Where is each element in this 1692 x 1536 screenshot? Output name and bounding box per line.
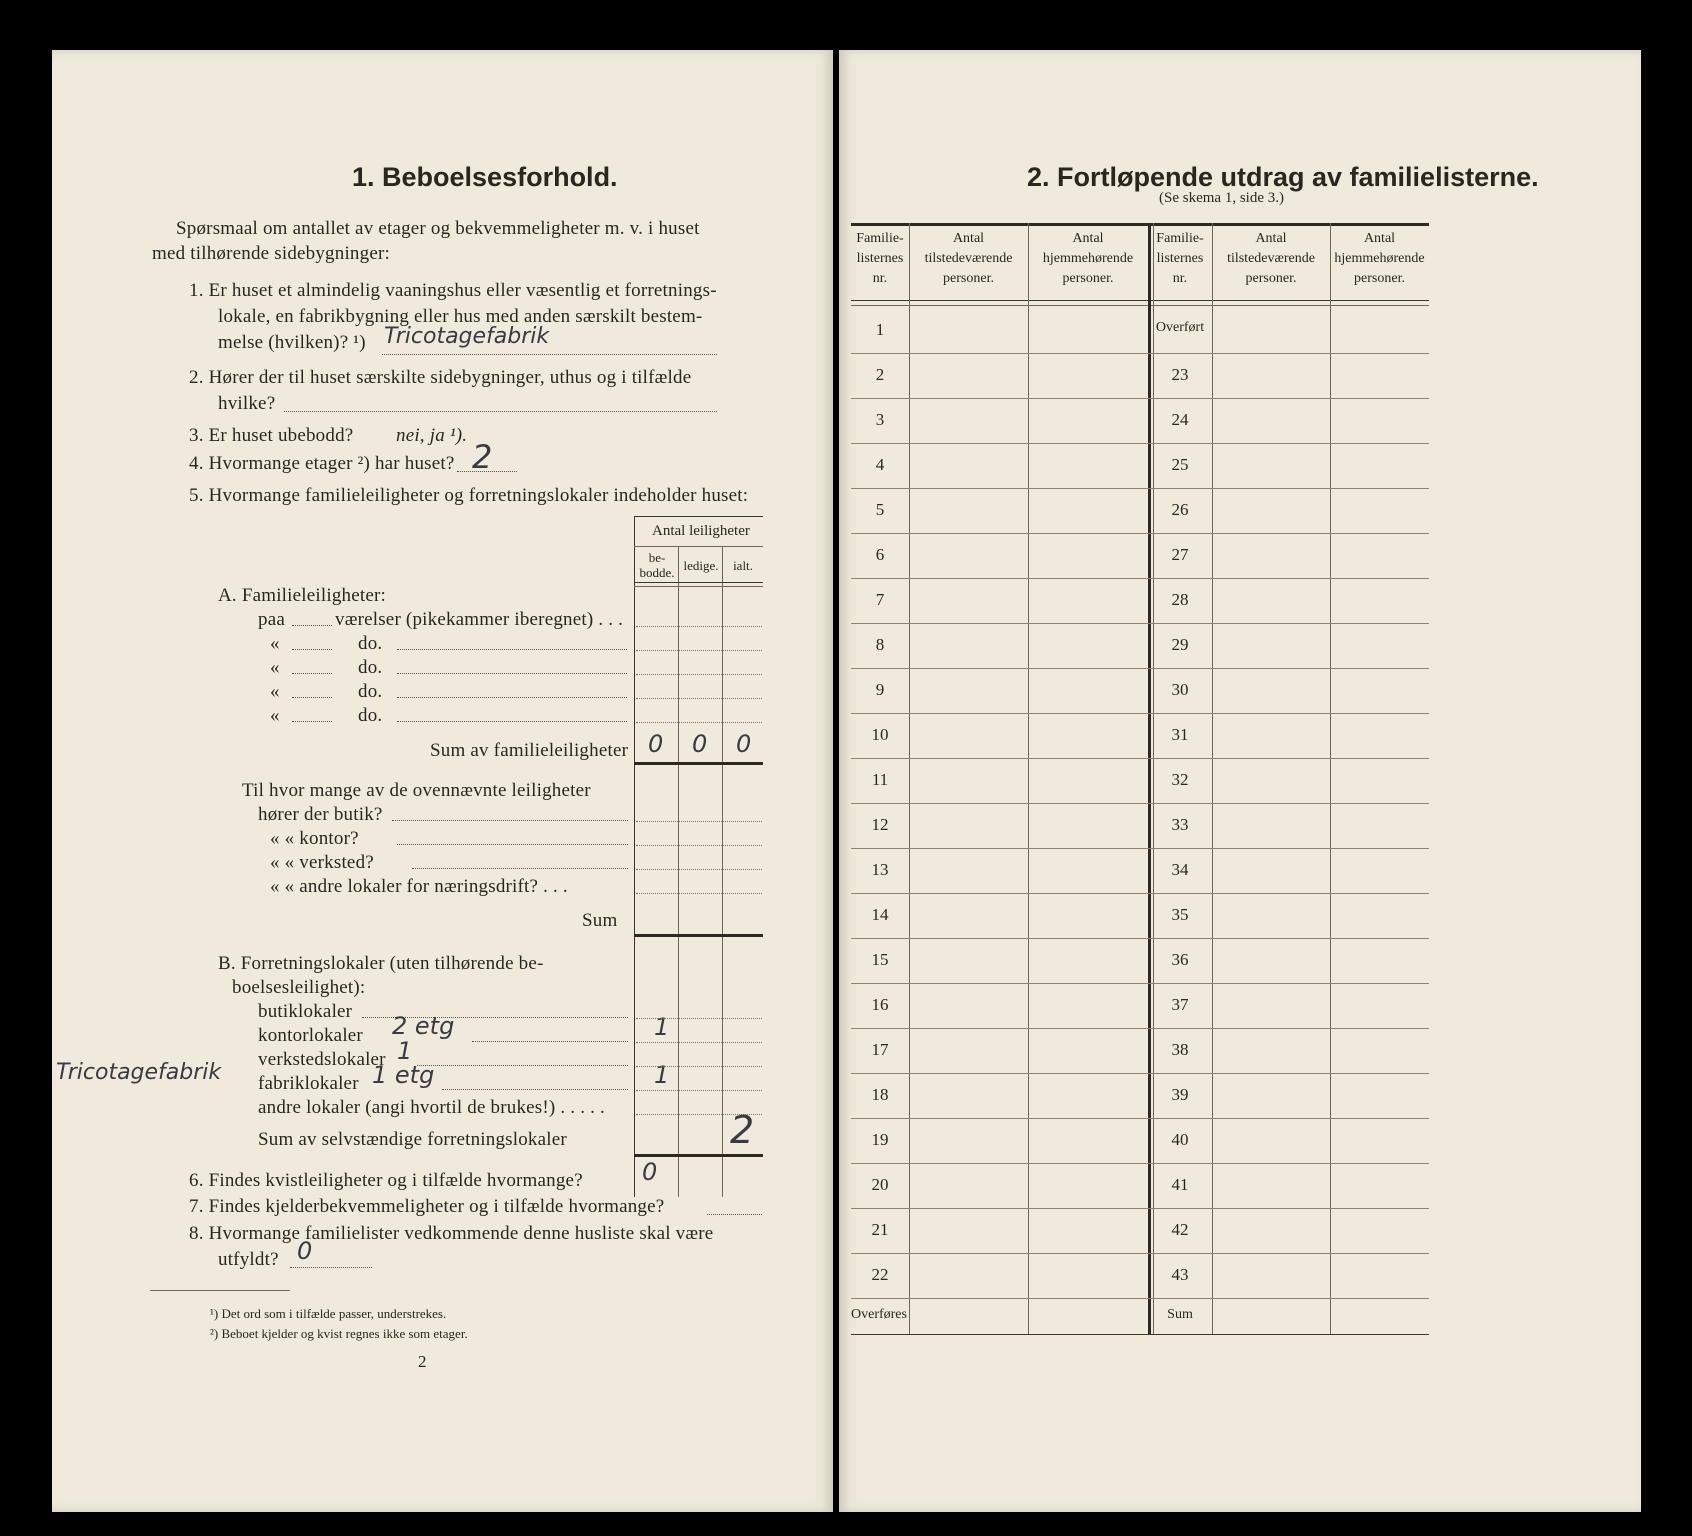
butik-question-1: Til hvor mange av de ovennævnte leiligheter [242, 780, 591, 801]
row-number-left: 10 [871, 725, 889, 744]
sum-label: Sum [582, 910, 618, 931]
row-number-right: 39 [1171, 1085, 1189, 1104]
question-7: 7. Findes kjelderbekvemmeligheter og i tilfælde hvormange? [189, 1196, 665, 1217]
ditto-mark: « [270, 657, 280, 678]
column-header: Familie- listernes nr. [856, 231, 904, 286]
row-number-left: 13 [871, 860, 889, 879]
row-number-left: 18 [871, 1085, 889, 1104]
row-number-left: 12 [871, 815, 889, 834]
row-number-right: 23 [1171, 365, 1189, 384]
question-1-answer: Tricotagefabrik [384, 324, 550, 349]
row-number-right: 32 [1171, 770, 1189, 789]
vaerelser-label: værelser (pikekammer iberegnet) . . . [335, 609, 624, 630]
intro-line-1: Spørsmaal om antallet av etager og bekvemmeligheter m. v. i huset [176, 218, 700, 239]
fabriklokaler-label: fabriklokaler [258, 1073, 359, 1094]
right-page [839, 50, 1641, 1512]
row-number-left: 22 [871, 1265, 889, 1284]
intro-line-2: med tilhørende sidebygninger: [152, 243, 390, 264]
footer-overfores: Overføres [851, 1307, 907, 1322]
row-number-left: 8 [875, 635, 885, 654]
question-1-line-1: 1. Er huset et almindelig vaaningshus eller væsentlig et forretnings- [189, 280, 717, 301]
row-number-left: 20 [871, 1175, 889, 1194]
row-number-right: 31 [1171, 725, 1189, 744]
left-page [52, 50, 833, 1512]
table-head-antal: Antal leiligheter [652, 523, 750, 539]
question-6-answer: 0 [642, 1158, 658, 1186]
question-4: 4. Hvormange etager ²) har huset? [189, 453, 455, 474]
sum-selvstaendige-ialt: 2 [730, 1108, 755, 1152]
fabriklokaler-bebodde: 1 [654, 1061, 670, 1089]
question-1-line-3: melse (hvilken)? ¹) [218, 332, 366, 353]
section-title-2: 2. Fortløpende utdrag av familielisterne. [1027, 162, 1539, 192]
sum-familieleiligheter-label: Sum av familieleiligheter [430, 740, 629, 761]
question-2-line-1: 2. Hører der til huset særskilte sidebygninger, uthus og i tilfælde [189, 367, 692, 388]
col-ialt: ialt. [733, 558, 753, 573]
footnote-2: ²) Beboet kjelder og kvist regnes ikke som etager. [210, 1326, 468, 1341]
row-number-right: 26 [1171, 500, 1189, 519]
section-b-line-1: B. Forretningslokaler (uten tilhørende be- [218, 953, 544, 974]
row-number-left: 15 [871, 950, 889, 969]
kontorlokaler-bebodde: 1 [654, 1013, 670, 1041]
paa-label: paa [258, 609, 285, 630]
butik-question-2: hører der butik? [258, 804, 383, 825]
ditto-mark: « [270, 705, 280, 726]
ditto-mark: « [270, 681, 280, 702]
andre-lokaler-label: andre lokaler (angi hvortil de brukes!) . . . . . [258, 1097, 605, 1118]
row-number-left: 14 [871, 905, 889, 924]
question-8-answer: 0 [297, 1237, 313, 1265]
row-number-left: 5 [875, 500, 885, 519]
question-2-line-2: hvilke? [218, 393, 276, 414]
row-number-left: 1 [875, 320, 885, 339]
row-number-right: 41 [1171, 1175, 1189, 1194]
kontorlokaler-note: 2 etg [392, 1012, 455, 1040]
question-8-line-2: utfyldt? [218, 1249, 279, 1270]
row-number-right: 42 [1171, 1220, 1189, 1239]
ditto-mark: « [270, 633, 280, 654]
column-header: Antal hjemmehørende personer. [1042, 231, 1134, 286]
question-1-line-2: lokale, en fabrikbygning eller hus med anden særskilt bestem- [218, 306, 703, 327]
footer-sum: Sum [1167, 1307, 1193, 1322]
row-number-left: 11 [871, 770, 889, 789]
column-header: Antal tilstedeværende personer. [1227, 231, 1315, 286]
row-number-left: 9 [875, 680, 885, 699]
question-3: 3. Er huset ubebodd? [189, 425, 354, 446]
row-number-left: 17 [871, 1040, 889, 1059]
sum-selvstaendige-label: Sum av selvstændige forretningslokaler [258, 1129, 567, 1150]
section-a: A. Familieleiligheter: [218, 585, 386, 606]
sum-fam-bebodde: 0 [648, 730, 664, 758]
row-number-right: 33 [1171, 815, 1189, 834]
fabriklokaler-note: 1 etg [372, 1061, 435, 1089]
row-number-right: 34 [1171, 860, 1189, 879]
question-4-answer: 2 [472, 438, 493, 476]
row-number-right: 36 [1171, 950, 1189, 969]
row-number-left: 4 [875, 455, 885, 474]
sum-fam-ialt: 0 [736, 730, 752, 758]
section-subtitle: (Se skema 1, side 3.) [1159, 190, 1284, 206]
row-number-right: 35 [1171, 905, 1189, 924]
row-number-right: Overført [1155, 320, 1205, 335]
col-ledige: ledige. [683, 558, 719, 573]
row-number-right: 24 [1171, 410, 1189, 429]
row-number-left: 16 [871, 995, 889, 1014]
kontorlokaler-label: kontorlokaler [258, 1025, 363, 1046]
row-number-right: 28 [1171, 590, 1189, 609]
page-number: 2 [418, 1352, 427, 1371]
question-3-options: nei, ja ¹). [396, 425, 468, 446]
row-number-right: 37 [1171, 995, 1189, 1014]
sum-fam-ledige: 0 [692, 730, 708, 758]
butiklokaler-label: butiklokaler [258, 1001, 353, 1022]
verkstedslokaler-label: verkstedslokaler [258, 1049, 386, 1070]
section-b-line-2: boelsesleilighet): [232, 977, 366, 998]
verksted-question: « « verksted? [270, 852, 374, 873]
verkstedslokaler-note: 1 [397, 1037, 413, 1065]
row-number-left: 7 [875, 590, 885, 609]
row-number-left: 6 [875, 545, 885, 564]
row-number-left: 21 [871, 1220, 889, 1239]
row-number-left: 2 [875, 365, 885, 384]
col-bebodde: be- bodde. [639, 550, 675, 580]
do-label: do. [358, 633, 383, 654]
kontor-question: « « kontor? [270, 828, 359, 849]
column-header: Familie- listernes nr. [1156, 231, 1204, 286]
row-number-right: 29 [1171, 635, 1189, 654]
do-label: do. [358, 657, 383, 678]
row-number-right: 27 [1171, 545, 1189, 564]
section-title-1: 1. Beboelsesforhold. [352, 162, 618, 192]
row-number-right: 30 [1171, 680, 1189, 699]
row-number-right: 43 [1171, 1265, 1189, 1284]
andre-question: « « andre lokaler for næringsdrift? . . . [270, 876, 568, 897]
do-label: do. [358, 705, 383, 726]
column-header: Antal hjemmehørende personer. [1334, 231, 1425, 286]
row-number-right: 38 [1171, 1040, 1189, 1059]
question-6: 6. Findes kvistleiligheter og i tilfælde hvormange? [189, 1170, 583, 1191]
row-number-left: 3 [875, 410, 885, 429]
row-number-left: 19 [871, 1130, 889, 1149]
do-label: do. [358, 681, 383, 702]
row-number-right: 40 [1171, 1130, 1189, 1149]
footnote-1: ¹) Det ord som i tilfælde passer, understrekes. [210, 1306, 447, 1321]
question-5: 5. Hvormange familieleiligheter og forretningslokaler indeholder huset: [189, 485, 749, 506]
question-8-line-1: 8. Hvormange familielister vedkommende denne husliste skal være [189, 1223, 714, 1244]
column-header: Antal tilstedeværende personer. [924, 231, 1013, 286]
row-number-right: 25 [1171, 455, 1189, 474]
margin-note: Tricotagefabrik [56, 1060, 222, 1085]
